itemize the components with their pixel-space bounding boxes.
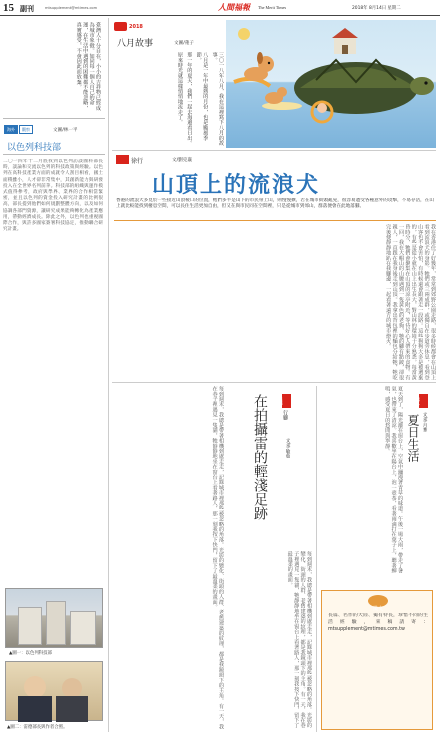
column-tag: 海外	[4, 125, 18, 134]
photo-ministry	[5, 588, 103, 648]
story-badge-year: 2018	[129, 24, 143, 30]
masthead-logo: 人間福報	[218, 2, 250, 12]
page-number: 15	[3, 2, 14, 14]
feature-intro: 香港的流浪犬多見於一些接近山頂稜口的位置，牠們多半是山下的市民帶上山，則慢慢擴，若在城市街頭亂晃，很容易遭受各種意外的攻擊，不易存活，在山上就比較能找到棲息空間，可以長住生活更加自由，但又在與市民同在空間裡，只是從城市到郊山，群落便會在此地落腳。	[116, 198, 434, 210]
side-story-1-label: 生活	[282, 394, 291, 408]
side-story-2-label: 散文	[419, 394, 428, 408]
story-author: 文圖/蓮子	[174, 41, 194, 46]
photo-minister	[5, 661, 103, 721]
notice-title: 徵文	[368, 595, 388, 607]
left-small-text: 臺灣人十分自在，小小的吉祥物已經成為城市象徵。如同每一個人自己的命運，在生活中遇到的困難都不能忽略，真實感受，不會因此而放棄。	[75, 22, 101, 111]
notice-body: 長篇、名作的大陸、獨有特長，珍惜不同的生活經驗，來稿請寄：mtsupplement@mtimes.com.tw	[328, 613, 428, 632]
feature-body: 我在香港住了好幾年，常常到郊野公園走路，很多時候都會在山頂上看到流浪犬的身影。牠們或三兩成群，或獨自在步道旁休息，看到登山客也不會害怕，有時候還會跟著走一段路。這些狗狗大多是被遺棄的，有些是從小就在山上出生長大，對山林的環境十分熟悉。每當黃昏時分，牠們會聚集在山頂的涼亭附近，等待好心人帶來的食物。有一回，我在大帽山的山腰遇到一隻黃色的老狗，牠的腳有點跛，卻很親人，一直跟在我身後走到山頂。我拿出背包裡的麵包分給牠，牠吃完後便靜靜地趴在我腳邊，一起看著遠方的城市燈火。	[385, 224, 436, 380]
column-title: 以色列科技部	[7, 143, 62, 153]
side-story-2-author: 文/李月華	[422, 412, 427, 432]
story-body: 三〇一八年八月，我在這裡寫下八月的故事。 八月是一年中最熱的月份，也是颱風季節。 那一年的夏天，我們一起去海邊看日出。 原來時光就這樣悄悄地流走了。	[176, 52, 224, 146]
story-title: 八月故事	[117, 39, 154, 49]
side-story-1-author: 文/李敏茹	[285, 438, 290, 458]
left-column	[3, 22, 105, 732]
story-badge: 8	[114, 22, 127, 31]
side-story-2-title: 夏日生活	[406, 414, 420, 462]
caption-2: ▲圖二：雷德部長與作者合照。	[7, 725, 68, 730]
side-story-2-body: 夏天到了，陽光灑在窗台上，空氣中瀰漫著青草的味道。午後一場大雨，帶走了暑氣，也帶來了清涼。我喜歡坐在陽台上，泡一壺茶，看著雨滴打在葉子上，聽著蟬鳴，感受夏日的悠閒與寧靜。	[384, 386, 403, 574]
column-body: 二〇一四年十二月底我到以色列訪談國科部長時，談論和交流以色列的科技政策與經驗。以色列在高科技產業方面的成就令人刮目相看，國土面積雖小，人才卻非常集中，其創新能力與研發投入在全世界名列前茅。科技部的組織與運作模式值得參考，政府與學界、業界的合作相當緊密，並且以色列的資金投入研究計畫的比例很高，部長提到他們如何規劃整體方向，以及如何協調各部門資源，讓研究成果能夠轉化為產業應用，帶動經濟成長。除此之外，以色列也重視國際合作，與許多國家簽署科技協定，推動聯合研究計畫。	[3, 159, 103, 233]
turtle-illustration	[294, 28, 434, 114]
column-tag-2: 觀察	[19, 125, 33, 134]
masthead-en: The Merit Times	[258, 5, 287, 10]
section-name: 副刊	[20, 5, 34, 13]
side-story-1	[112, 386, 314, 732]
page-header	[0, 0, 440, 16]
side-story-1-body: 每到週末，我總是帶著相機到處走走，記錄城市裡那些被忽略的角落。光影的變化、街頭的人群、老舊建築的紋理，都是我鏡頭下的主角。有一天，我在巷子裡遇見一隻貓，牠靜靜地坐在窗台上看著路人，那一刻我按下快門，留下了最溫柔的畫面。	[211, 386, 224, 730]
feature-illustration	[226, 20, 436, 148]
side-story-1-title: 在拍攝雷的輕淺足跡	[252, 394, 268, 520]
caption-1: ▲圖一：以色列科技部	[9, 651, 52, 656]
august-story	[112, 20, 224, 148]
feature-label-sub: 徐行	[131, 158, 144, 165]
side-story-1-label-sub: 行腳	[282, 410, 288, 420]
sun-icon	[238, 28, 250, 40]
side-story-2	[319, 386, 436, 586]
notice-box	[321, 590, 433, 730]
feature-author: 文/劉克襄	[172, 158, 192, 163]
feature-title: 山頂上的流浪犬	[152, 172, 321, 198]
side-story-1-body-2: 每到週末，我總是帶著相機到處走走，記錄城市裡那些被忽略的角落。光影的變化、街頭的人群、老舊建築的紋理，都是我鏡頭下的主角。有一天，我在巷子裡遇見一隻貓，牠靜靜地坐在窗台上看著路人，那一刻我按下快門，留下了最溫柔的畫面。	[286, 551, 312, 728]
section-email[interactable]: mtsupplement@mtimes.com	[45, 6, 98, 10]
issue-date: 2018年 8月14日 星期二	[352, 6, 401, 11]
feature-label: 小說	[116, 155, 129, 164]
column-author: 文圖/林一平	[53, 128, 78, 133]
